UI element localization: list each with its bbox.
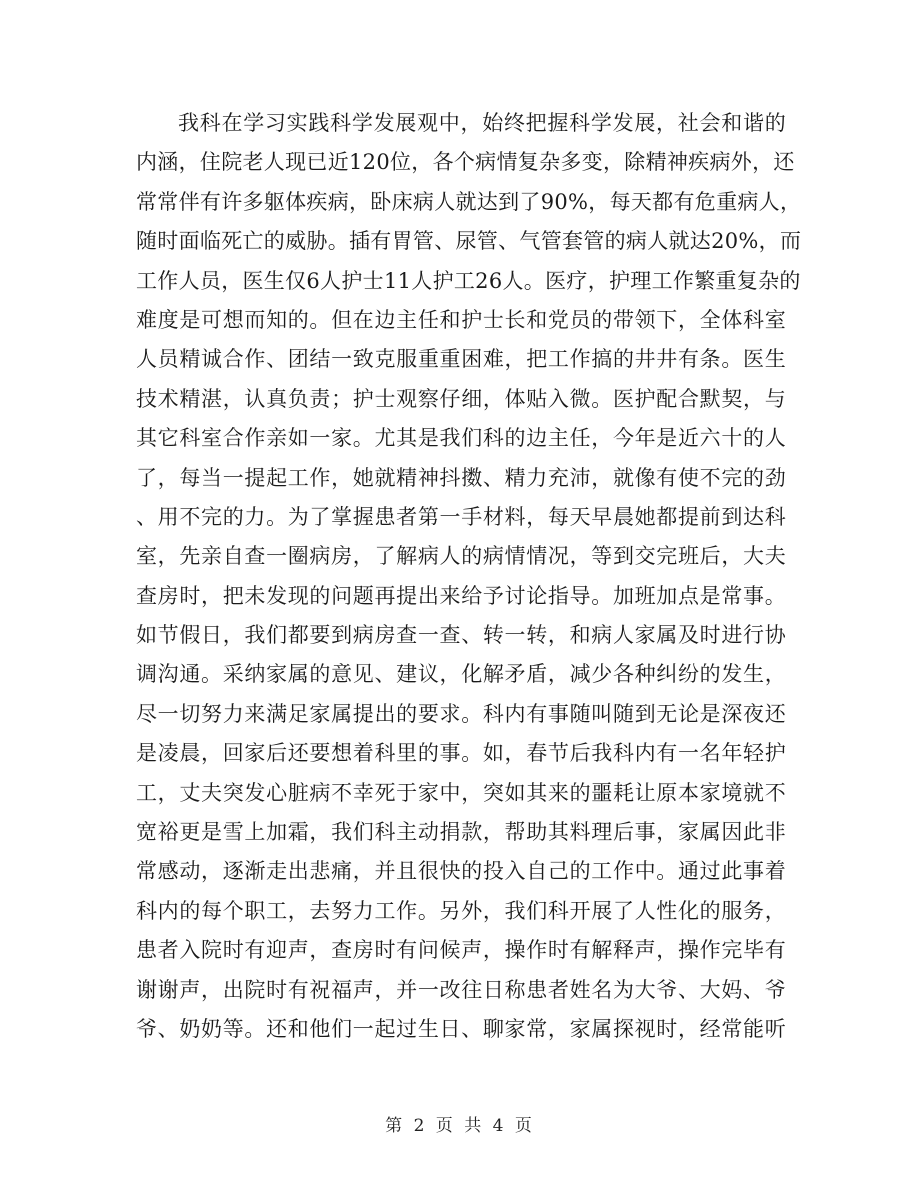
text-line: 工作人员，医生仅6人护士11人护工26人。医疗，护理工作繁重复杂的 (136, 268, 801, 293)
text-line: 谢谢声，出院时有祝福声，并一改往日称患者姓名为大爷、大妈、爷 (136, 977, 786, 1002)
text-line: 其它科室合作亲如一家。尤其是我们科的边主任，今年是近六十的人 (136, 426, 786, 451)
text-line: 如节假日，我们都要到病房查一查、转一转，和病人家属及时进行协 (136, 623, 786, 648)
text-line: 常感动，逐渐走出悲痛，并且很快的投入自己的工作中。通过此事着 (136, 859, 786, 884)
text-line: 难度是可想而知的。但在边主任和护士长和党员的带领下，全体科室 (136, 307, 786, 332)
text-line: 、用不完的力。为了掌握患者第一手材料，每天早晨她都提前到达科 (136, 504, 786, 529)
text-line: 爷、奶奶等。还和他们一起过生日、聊家常，家属探视时，经常能听 (136, 1016, 786, 1041)
text-line: 人员精诚合作、团结一致克服重重困难，把工作搞的井井有条。医生 (136, 347, 786, 372)
text-line: 尽一切努力来满足家属提出的要求。科内有事随叫随到无论是深夜还 (136, 701, 786, 726)
text-line: 技术精湛，认真负责；护士观察仔细，体贴入微。医护配合默契，与 (136, 386, 786, 411)
text-line: 科内的每个职工，去努力工作。另外，我们科开展了人性化的服务， (136, 898, 786, 923)
text-line: 宽裕更是雪上加霜，我们科主动捐款，帮助其料理后事，家属因此非 (136, 820, 786, 845)
text-line: 调沟通。采纳家属的意见、建议，化解矛盾，减少各种纠纷的发生， (136, 662, 786, 687)
body-paragraph (136, 104, 802, 1049)
page-number-footer: 第 2 页 共 4 页 (385, 1116, 535, 1136)
text-line: 是凌晨，回家后还要想着科里的事。如，春节后我科内有一名年轻护 (136, 741, 786, 766)
text-line: 室，先亲自查一圈病房，了解病人的病情情况，等到交完班后，大夫 (136, 544, 786, 569)
text-line: 随时面临死亡的威胁。插有胃管、尿管、气管套管的病人就达20%，而 (136, 229, 802, 254)
text-line: 我科在学习实践科学发展观中，始终把握科学发展，社会和谐的 (178, 111, 786, 135)
text-line: 内涵，住院老人现已近120位，各个病情复杂多变，除精神疾病外，还 (136, 150, 795, 175)
text-line: 了，每当一提起工作，她就精神抖擞、精力充沛，就像有使不完的劲 (136, 465, 786, 490)
text-line: 常常伴有许多躯体疾病，卧床病人就达到了90%，每天都有危重病人， (136, 189, 802, 214)
text-line: 查房时，把未发现的问题再提出来给予讨论指导。加班加点是常事。 (136, 583, 786, 608)
text-line: 工，丈夫突发心脏病不幸死于家中，突如其来的噩耗让原本家境就不 (136, 780, 786, 805)
text-line: 患者入院时有迎声，查房时有问候声，操作时有解释声，操作完毕有 (136, 938, 786, 963)
